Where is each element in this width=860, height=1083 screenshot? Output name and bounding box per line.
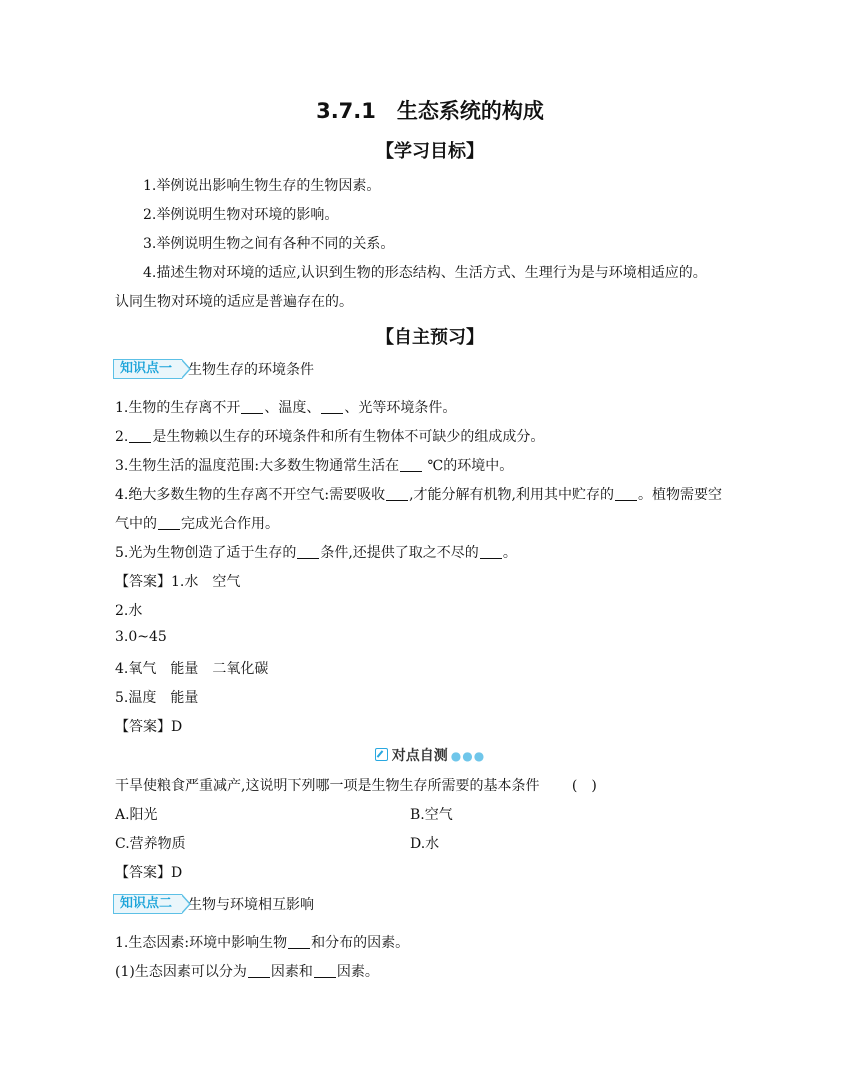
kp2-tag: 知识点二 bbox=[113, 894, 182, 914]
dots-icon: ●●● bbox=[450, 749, 486, 763]
kp1-question-5: 5.光为生物创造了适于生存的 条件,还提供了取之不尽的 。 bbox=[115, 545, 517, 561]
objective-3: 3.举例说明生物之间有各种不同的关系。 bbox=[143, 236, 395, 252]
kp1-question-2: 2. 是生物赖以生存的环境条件和所有生物体不可缺少的组成成分。 bbox=[115, 429, 545, 445]
self-check-question: 干旱使粮食严重减产,这说明下列哪一项是生物生存所需要的基本条件 ( ) bbox=[115, 778, 597, 794]
answer-blank bbox=[386, 486, 408, 501]
answer-blank bbox=[615, 486, 637, 501]
kp1-answer-1: 【答案】1.水 空气 bbox=[115, 574, 241, 590]
objective-1: 1.举例说出影响生物生存的生物因素。 bbox=[143, 178, 381, 194]
answer-blank bbox=[480, 544, 502, 559]
answer-blank bbox=[241, 399, 263, 414]
objective-4-cont: 认同生物对环境的适应是普遍存在的。 bbox=[115, 294, 353, 310]
answer-blank bbox=[400, 457, 422, 472]
answer-blank bbox=[297, 544, 319, 559]
kp1-answer-4: 4.氧气 能量 二氧化碳 bbox=[115, 661, 269, 677]
kp1-answer-3: 3.0~45 bbox=[115, 629, 167, 645]
kp1-answer-5: 5.温度 能量 bbox=[115, 690, 199, 706]
kp2-question-2: (1)生态因素可以分为 因素和 因素。 bbox=[115, 964, 379, 980]
option-a: A.阳光 bbox=[115, 807, 158, 823]
answer-blank bbox=[321, 399, 343, 414]
kp1-question-1: 1.生物的生存离不开 、温度、 、光等环境条件。 bbox=[115, 400, 457, 416]
pencil-icon bbox=[375, 748, 388, 761]
kp2-title: 生物与环境相互影响 bbox=[188, 897, 315, 913]
page-title: 3.7.1 生态系统的构成 bbox=[316, 99, 544, 123]
option-b: B.空气 bbox=[410, 807, 453, 823]
answer-blank bbox=[314, 963, 336, 978]
kp1-answer-6: 【答案】D bbox=[115, 719, 183, 735]
self-check-answer: 【答案】D bbox=[115, 865, 183, 881]
knowledge-point-1 bbox=[113, 359, 314, 379]
kp1-question-4: 4.绝大多数生物的生存离不开空气:需要吸收 ,才能分解有机物,利用其中贮存的 。植物需要空 bbox=[115, 487, 722, 503]
option-c: C.营养物质 bbox=[115, 836, 186, 852]
option-d: D.水 bbox=[410, 836, 440, 852]
objective-4: 4.描述生物对环境的适应,认识到生物的形态结构、生活方式、生理行为是与环境相适应的。 bbox=[143, 265, 707, 281]
kp1-question-4-cont: 气中的 完成光合作用。 bbox=[115, 516, 279, 532]
objectives-heading: 【学习目标】 bbox=[376, 141, 484, 162]
self-check-heading: 对点自测 ●●● bbox=[0, 745, 860, 765]
kp1-title: 生物生存的环境条件 bbox=[188, 362, 315, 378]
knowledge-point-2 bbox=[113, 894, 314, 914]
kp1-tag: 知识点一 bbox=[113, 359, 182, 379]
answer-blank bbox=[129, 428, 151, 443]
kp2-question-1: 1.生态因素:环境中影响生物 和分布的因素。 bbox=[115, 935, 410, 951]
kp1-question-3: 3.生物生活的温度范围:大多数生物通常生活在 ℃的环境中。 bbox=[115, 458, 514, 474]
answer-blank bbox=[248, 963, 270, 978]
answer-blank bbox=[288, 934, 310, 949]
preview-heading: 【自主预习】 bbox=[376, 327, 484, 348]
objective-2: 2.举例说明生物对环境的影响。 bbox=[143, 207, 339, 223]
kp1-answer-2: 2.水 bbox=[115, 603, 143, 619]
answer-blank bbox=[158, 515, 180, 530]
